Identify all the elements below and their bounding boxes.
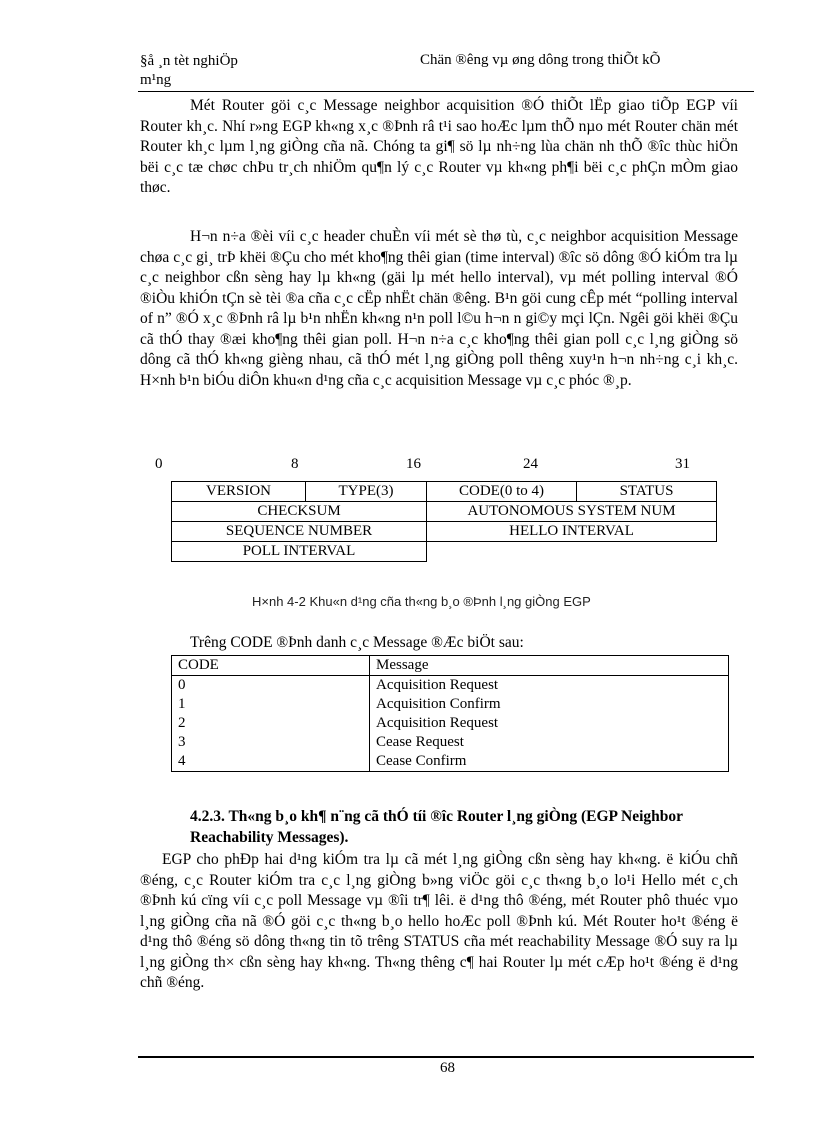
paragraph-3 bbox=[140, 850, 738, 994]
header-left bbox=[140, 52, 238, 90]
empty-cell bbox=[427, 542, 717, 562]
table-row bbox=[172, 695, 729, 714]
code-value: 4 bbox=[172, 752, 370, 772]
field-hello-interval: HELLO INTERVAL bbox=[427, 522, 717, 542]
bit-position-0: 0 bbox=[155, 456, 163, 472]
message-value: Acquisition Request bbox=[370, 714, 729, 733]
header-left-line1: §å ¸n tèt nghiÖp bbox=[140, 53, 238, 69]
packet-row bbox=[172, 502, 717, 522]
footer-rule bbox=[138, 1056, 754, 1058]
field-version: VERSION bbox=[172, 482, 306, 502]
field-autonomous-system-num: AUTONOMOUS SYSTEM NUM bbox=[427, 502, 717, 522]
section-heading: 4.2.3. Th«ng b¸o kh¶ n¨ng cã thÓ tíi ®îc Router l¸ng giÒng (EGP Neighbor Reachability Messages). bbox=[190, 808, 683, 846]
paragraph-3-text: EGP cho phÐp hai d¹ng kiÓm tra lµ cã mét l¸ng giÒng cßn sèng hay kh«ng. ë kiÓu chñ ®éng, c¸c Router kiÓm tra c¸c l¸ng giÒng b»ng viÖc göi c¸c th«ng b¸o lo¹i Hello mét c¸ch ®Þnh kú cïng víi c¸c poll Message vµ ®îi tr¶ lêi. ë d¹ng thô ®éng, mét Router phô thuéc vµo l¸ng giÒng cña nã ®Ó göi c¸c th«ng b¸o hello hoÆc poll ®Þnh kú. Mét Router ho¹t ®éng ë d¹ng thô ®éng sö dông th«ng tin tõ trêng STATUS cña mét reachability Message ®Ó suy ra lµ l¸ng giÒng th× cßn sèng hay kh«ng. Th«ng thêng c¶ hai Router lµ mét cÆp ho¹t ®éng ë d¹ng chñ ®éng. bbox=[140, 851, 738, 991]
message-value: Cease Request bbox=[370, 733, 729, 752]
header-rule bbox=[138, 91, 754, 92]
field-checksum: CHECKSUM bbox=[172, 502, 427, 522]
field-code: CODE(0 to 4) bbox=[427, 482, 577, 502]
code-value: 3 bbox=[172, 733, 370, 752]
bit-position-31: 31 bbox=[675, 456, 690, 472]
code-header: CODE bbox=[172, 656, 370, 676]
field-poll-interval: POLL INTERVAL bbox=[172, 542, 427, 562]
message-header: Message bbox=[370, 656, 729, 676]
packet-row bbox=[172, 522, 717, 542]
code-table bbox=[171, 655, 729, 772]
code-value: 0 bbox=[172, 676, 370, 696]
header-right: Chän ®êng vµ øng dông trong thiÕt kÕ bbox=[420, 52, 661, 68]
code-table-header bbox=[172, 656, 729, 676]
table-row bbox=[172, 714, 729, 733]
paragraph-1-text: Mét Router göi c¸c Message neighbor acquisition ®Ó thiÕt lËp giao tiÕp EGP víi Router kh¸c. Nhí r»ng EGP kh«ng x¸c ®Þnh râ t¹i sao hoÆc lµm thÕ nµo mét Router chän mét Router kh¸c lµm l¸ng giÒng cña nã. Chóng ta gi¶ sö lµ nh÷ng lùa chän nh thÕ ®îc thùc hiÖn bëi c¸c tæ chøc chÞu tr¸ch nhiÖm qu¶n lý c¸c Router vµ kh«ng ph¶i bëi c¸c phÇn mÒm giao thøc. bbox=[140, 97, 738, 196]
page-number: 68 bbox=[440, 1060, 455, 1076]
header-left-line2: m¹ng bbox=[140, 72, 172, 88]
paragraph-1 bbox=[140, 96, 738, 199]
table-row bbox=[172, 733, 729, 752]
field-type: TYPE(3) bbox=[306, 482, 427, 502]
bit-position-16: 16 bbox=[406, 456, 421, 472]
packet-row bbox=[172, 482, 717, 502]
paragraph-2 bbox=[140, 227, 738, 391]
field-sequence-number: SEQUENCE NUMBER bbox=[172, 522, 427, 542]
packet-format-table bbox=[171, 481, 717, 562]
code-value: 1 bbox=[172, 695, 370, 714]
table-row bbox=[172, 676, 729, 696]
packet-row bbox=[172, 542, 717, 562]
code-intro: Trêng CODE ®Þnh danh c¸c Message ®Æc biÖt sau: bbox=[190, 634, 524, 651]
table-row bbox=[172, 752, 729, 772]
bit-position-24: 24 bbox=[523, 456, 538, 472]
field-status: STATUS bbox=[577, 482, 717, 502]
message-value: Acquisition Request bbox=[370, 676, 729, 696]
paragraph-2-text: H¬n n÷a ®èi víi c¸c header chuÈn víi mét sè thø tù, c¸c neighbor acquisition Message chøa c¸c gi¸ trÞ khëi ®Çu cho mét kho¶ng thêi gian (time interval) ®îc sö dông ®Ó kiÓm tra lµ c¸c neighbor cßn sèng hay lµ kh«ng (gäi lµ mét hello interval), vµ mét polling interval ®Ó ®iÒu khiÓn tÇn sè tèi ®a cña c¸c cËp nhËt chän ®êng. B¹n göi cung cÊp mét “polling interval of n” ®Ó x¸c ®Þnh râ lµ b¹n nhËn kh«ng n¹n poll l©u h¬n n gi©y mçi lÇn. Ngêi göi khëi ®Çu cã thÓ thay ®æi kho¶ng thêi gian poll. H¬n n÷a c¸c kho¶ng thêi gian poll c¸c l¸ng giÒng sö dông cã thÓ kh«ng gièng nhau, cã thÓ mét l¸ng giÒng poll thêng xuy¹n h¬n nh÷ng c¸i kh¸c. H×nh b¹n biÓu diÔn khu«n d¹ng cña c¸c acquisition Message vµ c¸c phóc ®¸p. bbox=[140, 228, 738, 389]
message-value: Acquisition Confirm bbox=[370, 695, 729, 714]
figure-caption: H×nh 4-2 Khu«n d¹ng cña th«ng b¸o ®Þnh l¸ng giÒng EGP bbox=[252, 594, 591, 609]
code-value: 2 bbox=[172, 714, 370, 733]
message-value: Cease Confirm bbox=[370, 752, 729, 772]
bit-position-8: 8 bbox=[291, 456, 299, 472]
